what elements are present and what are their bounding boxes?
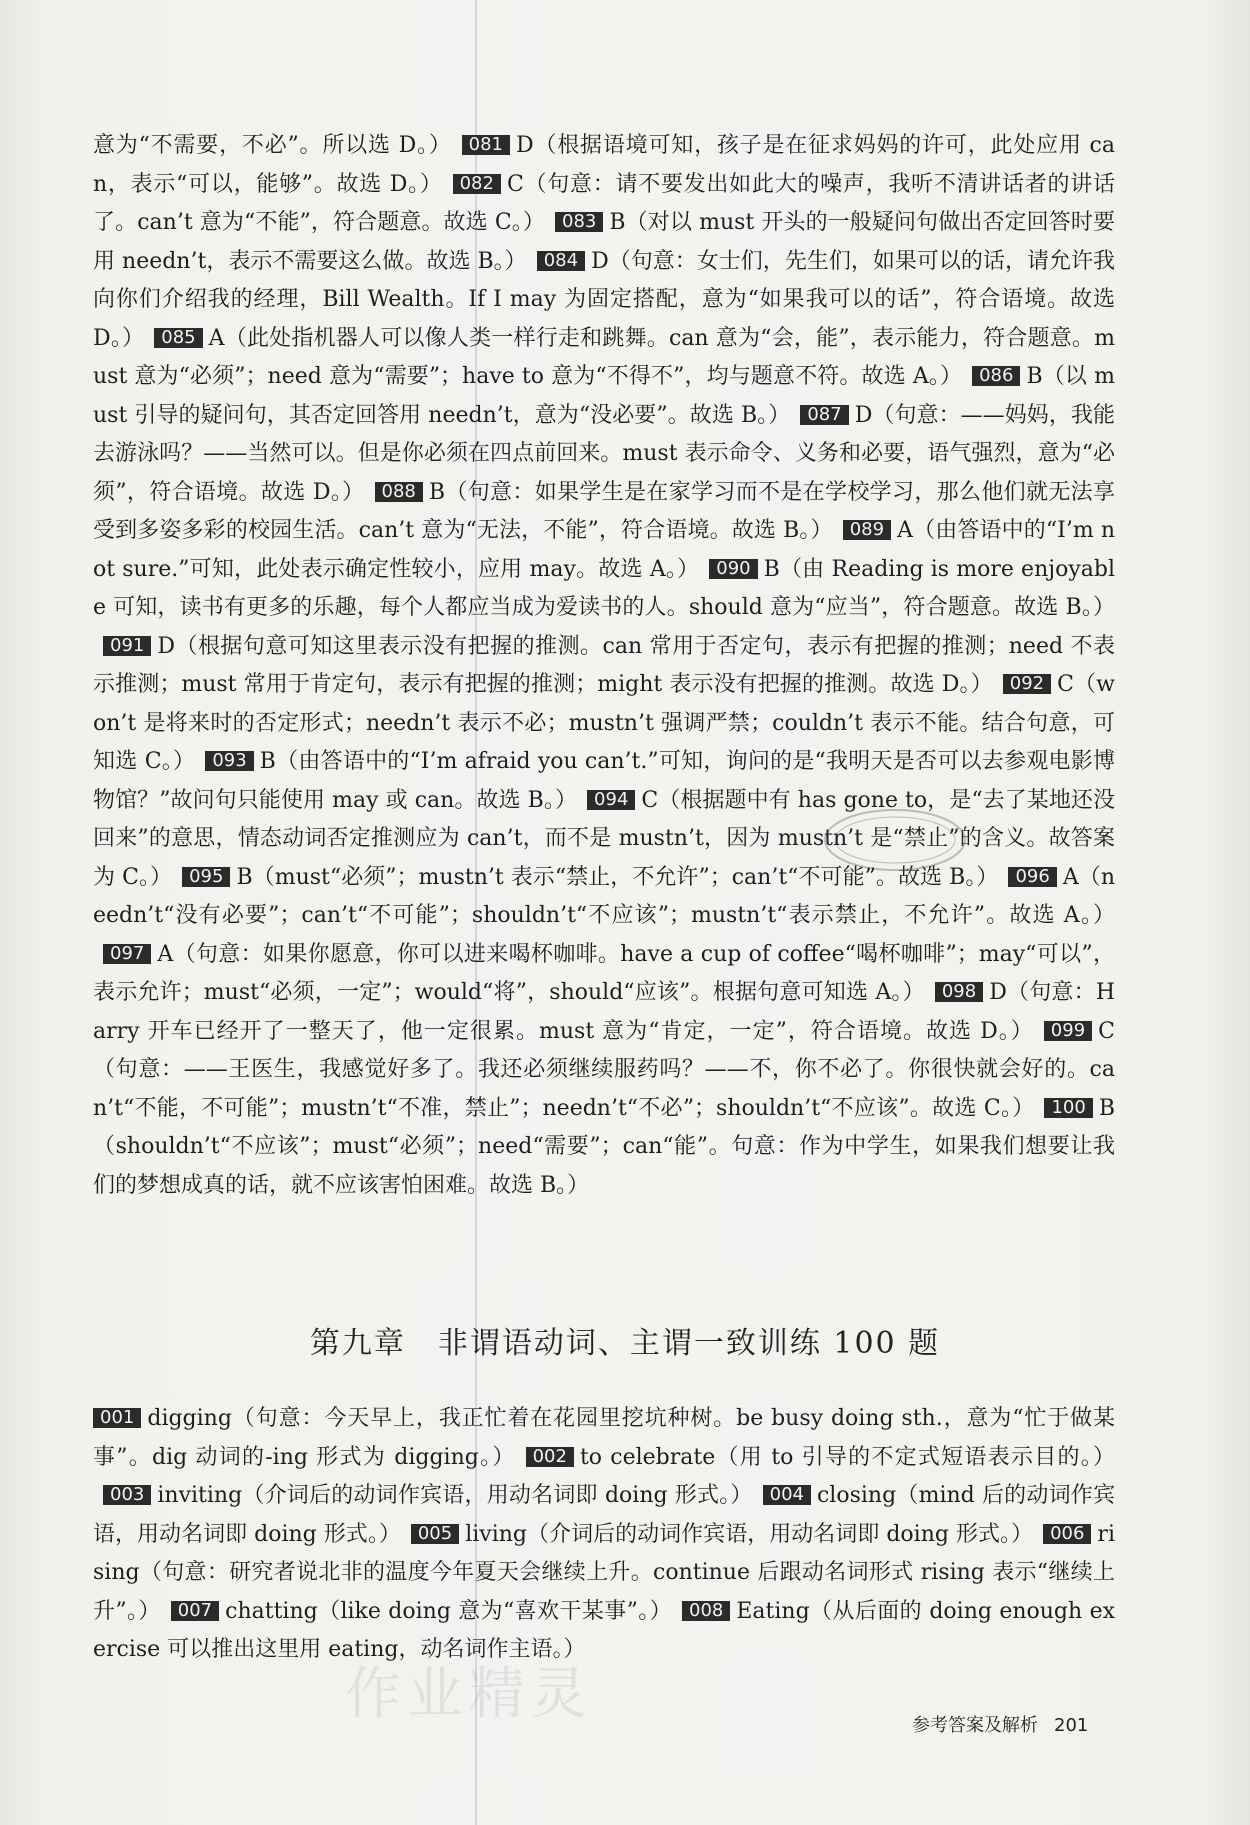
question-number-badge: 099 xyxy=(1044,1021,1092,1041)
question-number-badge: 081 xyxy=(462,135,510,155)
answer-text: C（句意：——王医生，我感觉好多了。我还必须继续服药吗？——不，你不必了。你很快就会好的。can’t“不能，不可能”；mustn’t“不准，禁止”；needn’t“不必”；shouldn’t“不应该”。故选 C。） xyxy=(93,1018,1115,1121)
answer-text: B（对以 must 开头的一般疑问句做出否定回答时要用 needn’t，表示不需要这么做。故选 B。） xyxy=(93,210,1115,274)
answer-text: chatting（like doing 意为“喜欢干某事”。） xyxy=(225,1598,672,1624)
question-number-badge: 094 xyxy=(587,790,635,810)
answer-text: A（由答语中的“I’m not sure.”可知，此处表示确定性较小，应用 may。故选 A。） xyxy=(93,518,1116,582)
answer-text: B（句意：如果学生是在家学习而不是在学校学习，那么他们就无法享受到多姿多彩的校园生活。can’t 意为“无法，不能”，符合语境。故选 B。） xyxy=(93,479,1115,543)
question-number-badge: 085 xyxy=(154,328,202,348)
answer-text: digging（句意：今天早上，我正忙着在花园里挖坑种树。be busy doing sth.，意为“忙于做某事”。dig 动词的-ing 形式为 digging。） xyxy=(93,1406,1115,1470)
question-number-badge: 083 xyxy=(555,212,603,232)
answer-text: B（由答语中的“I’m afraid you can’t.”可知，询问的是“我明天是否可以去参观电影博物馆？”故问句只能使用 may 或 can。故选 B。） xyxy=(93,749,1115,813)
question-number-badge: 082 xyxy=(453,174,501,194)
question-number-badge: 004 xyxy=(763,1485,811,1505)
answer-text: A（句意：如果你愿意，你可以进来喝杯咖啡。have a cup of coffee“喝杯咖啡”；may“可以”，表示允许；must“必须，一定”；would“将”，should“应该”。根据句意可知选 A。） xyxy=(93,941,1115,1005)
answer-text: A（此处指机器人可以像人类一样行走和跳舞。can 意为“会，能”，表示能力，符合题意。must 意为“必须”；need 意为“需要”；have to 意为“不得不”，均与题意不符。故选 A。） xyxy=(93,325,1115,389)
answer-text: 意为“不需要，不必”。所以选 D。） xyxy=(93,133,452,158)
answer-text: D（根据语境可知，孩子是在征求妈妈的许可，此处应用 can，表示“可以，能够”。故选 D。） xyxy=(93,133,1115,197)
footer-label: 参考答案及解析 xyxy=(912,1715,1038,1736)
answer-text: D（根据句意可知这里表示没有把握的推测。can 常用于否定句，表示有把握的推测；need 不表示推测；must 常用于肯定句，表示有把握的推测；might 表示没有把握的推测。故选 D。） xyxy=(93,633,1115,697)
question-number-badge: 095 xyxy=(182,867,230,887)
question-number-badge: 007 xyxy=(171,1601,219,1621)
question-number-badge: 091 xyxy=(103,636,151,656)
question-number-badge: 088 xyxy=(375,482,423,502)
answer-text: living（介词后的动词作宾语，用动名词即 doing 形式。） xyxy=(465,1521,1034,1547)
answer-text: B（以 must 引导的疑问句，其否定回答用 needn’t，意为“没必要”。故选 B。） xyxy=(93,364,1115,428)
answer-text: A（needn’t“没有必要”；can’t“不可能”；shouldn’t“不应该”；mustn’t“表示禁止，不允许”。故选 A。） xyxy=(93,864,1115,928)
question-number-badge: 006 xyxy=(1043,1524,1091,1544)
answers-block-chapter9 xyxy=(93,1400,1115,1670)
answer-text: C（句意：请不要发出如此大的噪声，我听不清讲话者的讲话了。can’t 意为“不能”，符合题意。故选 C。） xyxy=(93,171,1115,235)
page-number: 201 xyxy=(1054,1715,1089,1736)
page-footer xyxy=(912,1711,1088,1737)
question-number-badge: 008 xyxy=(682,1601,730,1621)
question-number-badge: 003 xyxy=(103,1485,151,1505)
question-number-badge: 005 xyxy=(411,1524,459,1544)
question-number-badge: 087 xyxy=(800,405,848,425)
question-number-badge: 098 xyxy=(935,982,983,1002)
question-number-badge: 092 xyxy=(1003,674,1051,694)
question-number-badge: 089 xyxy=(843,520,891,540)
question-number-badge: 100 xyxy=(1044,1098,1092,1118)
answer-text: closing（mind 后的动词作宾语，用动名词即 doing 形式。） xyxy=(93,1483,1115,1547)
answers-block-chapter8 xyxy=(93,127,1115,1205)
answer-text: rising（句意：研究者说北非的温度今年夏天会继续上升。continue 后跟动名词形式 rising 表示“继续上升”。） xyxy=(93,1521,1115,1624)
question-number-badge: 097 xyxy=(103,944,151,964)
question-number-badge: 001 xyxy=(93,1408,141,1428)
chapter-title: 第九章 非谓语动词、主谓一致训练 100 题 xyxy=(309,1326,941,1361)
question-number-badge: 090 xyxy=(709,559,757,579)
watermark: 作业精灵 xyxy=(345,1662,593,1727)
answer-text: C（根据题中有 has gone to，是“去了某地还没回来”的意思，情态动词否定推测应为 can’t，而不是 mustn’t，因为 mustn’t 是“禁止”的含义。故答案为 C。） xyxy=(93,787,1115,890)
answer-text: D（句意：女士们，先生们，如果可以的话，请允许我向你们介绍我的经理，Bill Wealth。If I may 为固定搭配，意为“如果我可以的话”，符合语境。故选 D。） xyxy=(93,248,1116,351)
question-number-badge: 084 xyxy=(537,251,585,271)
answer-text: Eating（从后面的 doing enough exercise 可以推出这里用 eating，动名词作主语。） xyxy=(93,1598,1115,1662)
stamp-logo-icon xyxy=(820,805,970,875)
answer-text: C（won’t 是将来时的否定形式；needn’t 表示不必；mustn’t 强调严禁；couldn’t 表示不能。结合句意，可知选 C。） xyxy=(93,672,1115,774)
question-number-badge: 086 xyxy=(972,366,1020,386)
answer-text: B（由 Reading is more enjoyable 可知，读书有更多的乐趣，每个人都应当成为爱读书的人。should 意为“应当”，符合题意。故选 B。） xyxy=(93,556,1115,620)
answer-text: D（句意：——妈妈，我能去游泳吗？——当然可以。但是你必须在四点前回来。must 表示命令、义务和必要，语气强烈，意为“必须”，符合语境。故选 D。） xyxy=(93,402,1115,505)
answer-text: B（shouldn’t“不应该”；must“必须”；need“需要”；can“能”。句意：作为中学生，如果我们想要让我们的梦想成真的话，就不应该害怕困难。故选 B。） xyxy=(93,1095,1115,1198)
answer-text: to celebrate（用 to 引导的不定式短语表示目的。） xyxy=(579,1444,1115,1470)
answer-text: D（句意：Harry 开车已经开了一整天了，他一定很累。must 意为“肯定，一定”，符合语境。故选 D。） xyxy=(93,980,1116,1044)
question-number-badge: 096 xyxy=(1008,867,1056,887)
answer-text: B（must“必须”；mustn’t 表示“禁止，不允许”；can’t“不可能”。故选 B。） xyxy=(236,864,999,890)
answer-text: inviting（介词后的动词作宾语，用动名词即 doing 形式。） xyxy=(157,1483,753,1508)
question-number-badge: 093 xyxy=(205,751,253,771)
question-number-badge: 002 xyxy=(526,1447,574,1467)
